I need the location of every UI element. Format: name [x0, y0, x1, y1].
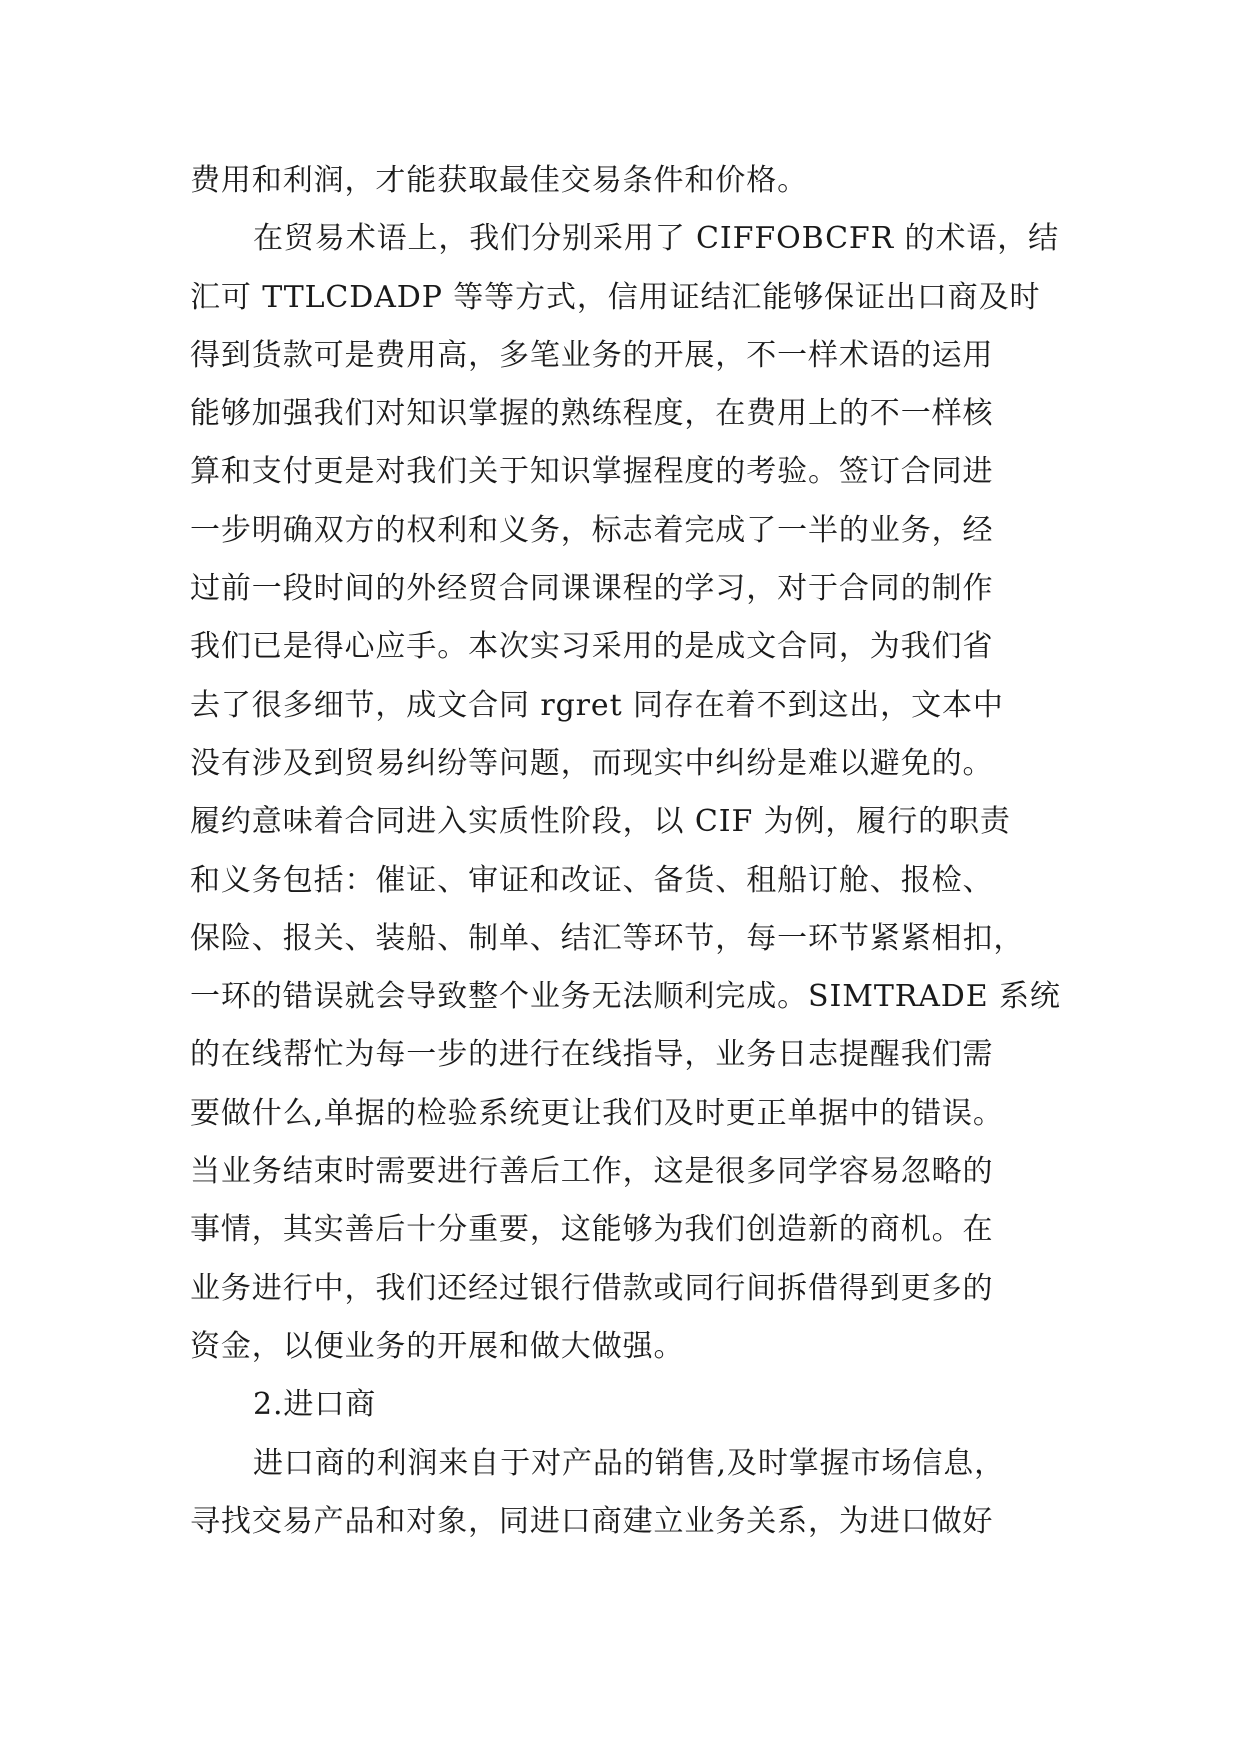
text-line: 去了很多细节，成文合同 rgret 同存在着不到这出，文本中	[190, 687, 1004, 723]
text-line: 能够加强我们对知识掌握的熟练程度，在费用上的不一样核	[190, 396, 994, 432]
text-line: 费用和利润，才能获取最佳交易条件和价格。	[190, 163, 808, 198]
text-line: 事情，其实善后十分重要，这能够为我们创造新的商机。在	[190, 1212, 994, 1248]
text-line: 要做什么,单据的检验系统更让我们及时更正单据中的错误。	[190, 1095, 1004, 1131]
text-line: 履约意味着合同进入实质性阶段，以 CIF 为例，履行的职责	[190, 804, 1011, 840]
body-text	[190, 152, 1070, 1551]
text-line: 和义务包括：催证、审证和改证、备货、租船订舱、报检、	[190, 862, 994, 898]
section-heading: 2.进口商	[253, 1387, 377, 1423]
text-line: 寻找交易产品和对象，同进口商建立业务关系，为进口做好	[190, 1503, 994, 1539]
text-line: 得到货款可是费用高，多笔业务的开展，不一样术语的运用	[190, 337, 994, 373]
text-line: 过前一段时间的外经贸合同课课程的学习，对于合同的制作	[190, 571, 994, 607]
text-line: 没有涉及到贸易纠纷等问题，而现实中纠纷是难以避免的。	[190, 745, 994, 781]
text-line: 一环的错误就会导致整个业务无法顺利完成。SIMTRADE 系统	[190, 979, 1061, 1015]
text-line: 一步明确双方的权利和义务，标志着完成了一半的业务，经	[190, 512, 994, 548]
text-line: 资金，以便业务的开展和做大做强。	[190, 1328, 685, 1364]
text-line: 汇可 TTLCDADP 等等方式，信用证结汇能够保证出口商及时	[190, 279, 1041, 315]
text-line: 我们已是得心应手。本次实习采用的是成文合同，为我们省	[190, 629, 994, 665]
text-line: 在贸易术语上，我们分别采用了 CIFFOBCFR 的术语，结	[253, 221, 1060, 257]
text-line: 当业务结束时需要进行善后工作，这是很多同学容易忽略的	[190, 1154, 994, 1190]
text-line: 的在线帮忙为每一步的进行在线指导，业务日志提醒我们需	[190, 1037, 994, 1073]
text-line: 保险、报关、装船、制单、结汇等环节，每一环节紧紧相扣，	[190, 920, 1025, 956]
text-line: 业务进行中，我们还经过银行借款或同行间拆借得到更多的	[190, 1270, 994, 1306]
text-line: 进口商的利润来自于对产品的销售,及时掌握市场信息，	[253, 1445, 1006, 1481]
text-line: 算和支付更是对我们关于知识掌握程度的考验。签订合同进	[190, 454, 994, 490]
